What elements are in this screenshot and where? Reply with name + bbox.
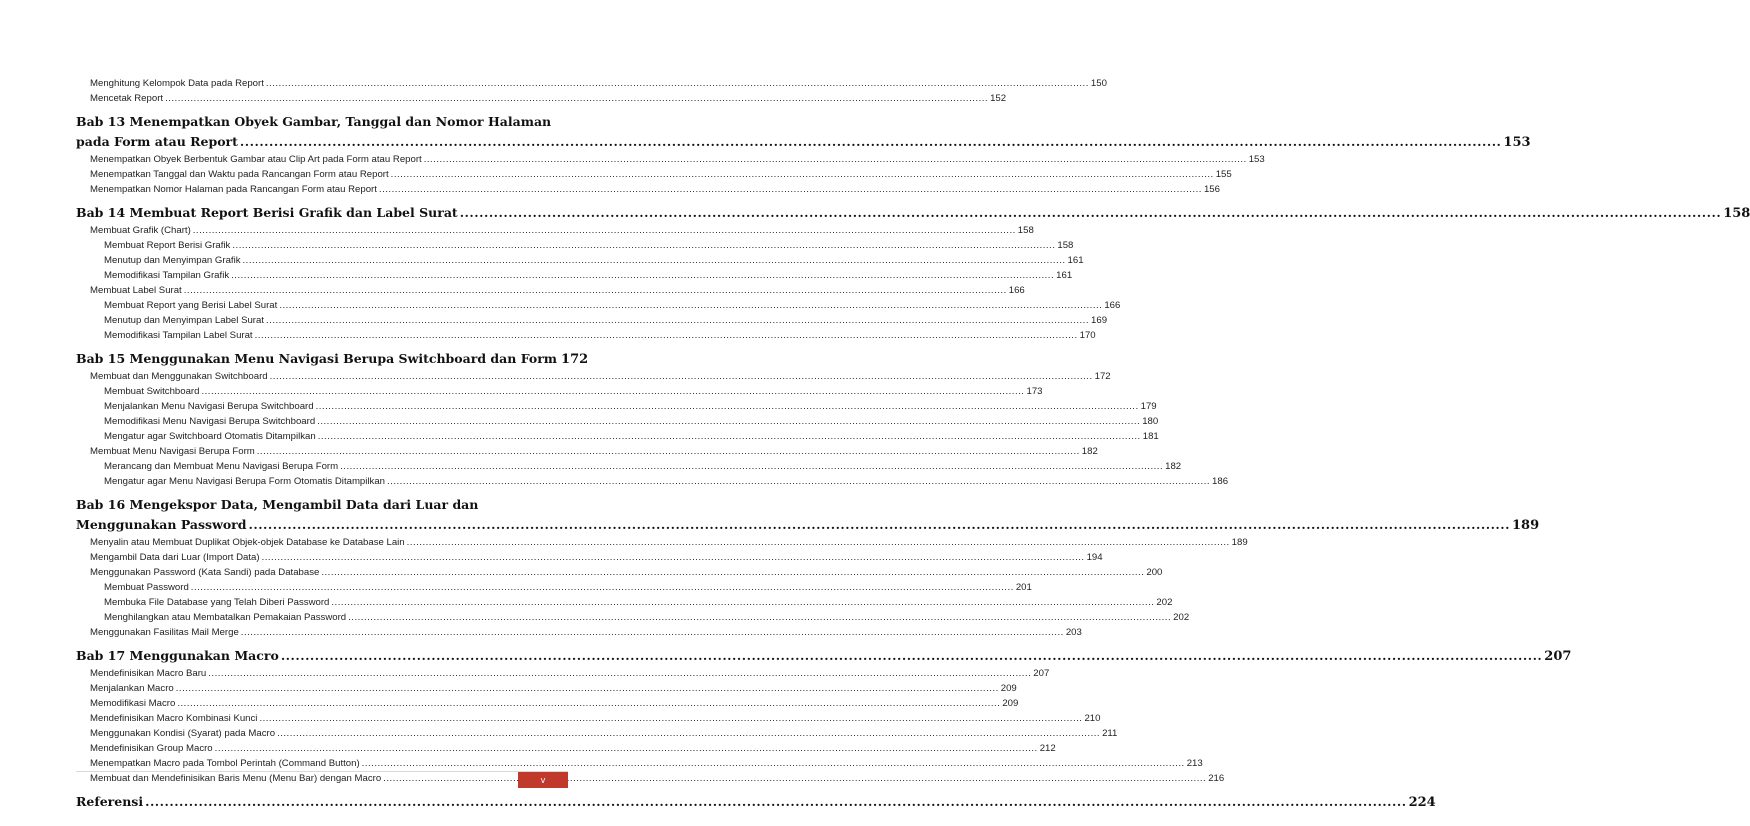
toc-entry-page-number: 189	[1511, 518, 1540, 533]
toc-entry-title: Menggunakan Fasilitas Mail Merge	[90, 627, 239, 638]
toc-dot-leader	[379, 182, 1202, 197]
toc-dot-leader	[201, 384, 1024, 399]
toc-section-entry[interactable]	[76, 756, 1203, 771]
toc-dot-leader	[279, 298, 1102, 313]
toc-entry-title: Membuat Grafik (Chart)	[90, 225, 191, 236]
toc-dot-leader	[208, 666, 1031, 681]
page-number-badge: v	[518, 772, 568, 788]
toc-subsection-entry[interactable]	[76, 238, 1074, 253]
toc-subsection-entry[interactable]	[76, 268, 1073, 283]
toc-entry-title: Membuat Report Berisi Grafik	[104, 240, 231, 251]
toc-subsection-entry[interactable]	[76, 610, 1190, 625]
toc-entry-title: Menjalankan Macro	[90, 683, 174, 694]
toc-entry-title: Mencetak Report	[90, 93, 164, 104]
toc-section-entry[interactable]	[76, 152, 1265, 167]
toc-dot-leader	[266, 313, 1089, 328]
toc-dot-leader	[316, 399, 1139, 414]
toc-entry-page-number: 189	[1231, 537, 1248, 548]
toc-dot-leader	[191, 580, 1014, 595]
toc-entry-page-number: 200	[1146, 567, 1163, 578]
toc-entry-title: Memodifikasi Menu Navigasi Berupa Switchboard	[104, 416, 316, 427]
toc-section-entry[interactable]	[76, 535, 1248, 550]
toc-entry-page-number: 212	[1039, 743, 1056, 754]
toc-section-entry[interactable]	[76, 696, 1019, 711]
toc-dot-leader	[460, 203, 1721, 223]
toc-dot-leader	[424, 152, 1247, 167]
toc-entry-title: Menutup dan Menyimpan Grafik	[104, 255, 241, 266]
toc-entry-page-number: 202	[1156, 597, 1173, 608]
toc-dot-leader	[240, 132, 1501, 152]
toc-entry-title: Bab 15 Menggunakan Menu Navigasi Berupa Switchboard dan Form	[76, 351, 558, 366]
toc-entry-title: Mengambil Data dari Luar (Import Data)	[90, 552, 260, 563]
toc-entry-page-number: 207	[1544, 649, 1572, 664]
toc-section-entry[interactable]	[76, 91, 1007, 106]
toc-entry-page-number: 194	[1086, 552, 1103, 563]
toc-dot-leader	[259, 711, 1082, 726]
toc-entry-title: Membuat dan Mendefinisikan Baris Menu (Menu Bar) dengan Macro	[90, 773, 382, 784]
toc-entry-title: Membuat Report yang Berisi Label Surat	[104, 300, 278, 311]
toc-entry-title: Membuat Password	[104, 582, 189, 593]
toc-dot-leader	[387, 474, 1210, 489]
toc-dot-leader	[241, 625, 1064, 640]
toc-dot-leader	[176, 681, 999, 696]
toc-subsection-entry[interactable]	[76, 580, 1032, 595]
toc-dot-leader	[165, 91, 988, 106]
toc-chapter-heading[interactable]	[76, 349, 589, 369]
toc-subsection-entry[interactable]	[76, 328, 1096, 343]
toc-entry-title: Memodifikasi Tampilan Grafik	[104, 270, 230, 281]
toc-entry-title: pada Form atau Report	[76, 134, 238, 149]
toc-entry-page-number: 182	[1165, 461, 1182, 472]
toc-entry-page-number: 155	[1215, 169, 1232, 180]
toc-entry-title: Menghitung Kelompok Data pada Report	[90, 78, 264, 89]
toc-entry-title: Memodifikasi Tampilan Label Surat	[104, 330, 253, 341]
toc-entry-title: Bab 13 Menempatkan Obyek Gambar, Tanggal dan Nomor Halaman	[76, 114, 552, 129]
toc-entry-title: Menempatkan Obyek Berbentuk Gambar atau Clip Art pada Form atau Report	[90, 154, 422, 165]
toc-dot-leader	[362, 756, 1185, 771]
toc-entry-page-number: 158	[1057, 240, 1074, 251]
toc-chapter-heading[interactable]	[76, 132, 1531, 152]
toc-entry-page-number: 180	[1142, 416, 1159, 427]
toc-subsection-entry[interactable]	[76, 313, 1108, 328]
toc-chapter-heading[interactable]	[76, 646, 1572, 666]
toc-entry-page-number: 186	[1212, 476, 1229, 487]
toc-entry-page-number: 207	[1033, 668, 1050, 679]
toc-chapter-heading[interactable]	[76, 112, 568, 132]
toc-dot-leader	[391, 167, 1214, 182]
toc-dot-leader	[257, 444, 1080, 459]
toc-entry-page-number: 152	[990, 93, 1007, 104]
toc-section-entry[interactable]	[76, 711, 1101, 726]
toc-dot-leader	[317, 414, 1140, 429]
toc-entry-page-number: 156	[1203, 184, 1220, 195]
toc-dot-leader	[348, 610, 1171, 625]
toc-dot-leader	[277, 726, 1100, 741]
toc-dot-leader	[340, 459, 1163, 474]
toc-dot-leader	[262, 550, 1085, 565]
toc-section-entry[interactable]	[76, 223, 1034, 238]
toc-entry-page-number: 170	[1079, 330, 1096, 341]
toc-subsection-entry[interactable]	[76, 298, 1121, 313]
toc-dot-leader	[331, 595, 1154, 610]
toc-entry-page-number: 202	[1173, 612, 1190, 623]
toc-entry-title: Menggunakan Password (Kata Sandi) pada Database	[90, 567, 320, 578]
toc-subsection-entry[interactable]	[76, 459, 1182, 474]
toc-entry-title: Membuat Menu Navigasi Berupa Form	[90, 446, 255, 457]
toc-entry-title: Merancang dan Membuat Menu Navigasi Berupa Form	[104, 461, 339, 472]
toc-entry-title: Menempatkan Macro pada Tombol Perintah (Command Button)	[90, 758, 360, 769]
toc-entry-title: Bab 14 Membuat Report Berisi Grafik dan Label Surat	[76, 205, 458, 220]
toc-entry-page-number: 153	[1248, 154, 1265, 165]
toc-dot-leader	[266, 76, 1089, 91]
toc-subsection-entry[interactable]	[76, 429, 1159, 444]
toc-entry-page-number: 213	[1186, 758, 1203, 769]
toc-entry-title: Mendefinisikan Group Macro	[90, 743, 213, 754]
toc-entry-page-number: 211	[1102, 728, 1118, 739]
toc-dot-leader	[232, 238, 1055, 253]
toc-entry-page-number: 172	[561, 352, 589, 367]
toc-entry-title: Menggunakan Password	[76, 517, 247, 532]
toc-entry-page-number: 166	[1008, 285, 1025, 296]
toc-entry-title: Menempatkan Nomor Halaman pada Rancangan Form atau Report	[90, 184, 377, 195]
toc-section-entry[interactable]	[76, 444, 1098, 459]
toc-dot-leader	[243, 253, 1066, 268]
toc-dot-leader	[177, 696, 1000, 711]
toc-entry-title: Mendefinisikan Macro Baru	[90, 668, 207, 679]
toc-subsection-entry[interactable]	[76, 253, 1084, 268]
toc-dot-leader	[231, 268, 1054, 283]
footer-divider	[76, 771, 568, 772]
toc-entry-page-number: 224	[1408, 795, 1436, 810]
toc-section-entry[interactable]	[76, 625, 1082, 640]
toc-chapter-heading[interactable]	[76, 792, 1436, 812]
toc-entry-page-number: 201	[1015, 582, 1032, 593]
toc-entry-title: Bab 16 Mengekspor Data, Mengambil Data dari Luar dan	[76, 497, 479, 512]
toc-dot-leader	[281, 646, 1542, 666]
toc-entry-title: Menempatkan Tanggal dan Waktu pada Rancangan Form atau Report	[90, 169, 389, 180]
toc-entry-title: Menghilangkan atau Membatalkan Pemakaian Password	[104, 612, 347, 623]
toc-dot-leader	[383, 771, 1206, 786]
toc-dot-leader	[318, 429, 1141, 444]
toc-entry-title: Memodifikasi Macro	[90, 698, 176, 709]
toc-entry-title: Menjalankan Menu Navigasi Berupa Switchboard	[104, 401, 314, 412]
toc-subsection-entry[interactable]	[76, 414, 1159, 429]
toc-dot-leader	[145, 792, 1406, 812]
toc-entry-title: Membuka File Database yang Telah Diberi Password	[104, 597, 330, 608]
toc-section-entry[interactable]	[76, 182, 1220, 197]
toc-entry-page-number: 173	[1026, 386, 1043, 397]
toc-entry-page-number: 203	[1065, 627, 1082, 638]
toc-section-entry[interactable]	[76, 565, 1163, 580]
toc-section-entry[interactable]	[76, 283, 1025, 298]
toc-entry-page-number: 181	[1142, 431, 1159, 442]
toc-section-entry[interactable]	[76, 167, 1232, 182]
toc-entry-title: Referensi	[76, 794, 144, 809]
toc-subsection-entry[interactable]	[76, 595, 1173, 610]
toc-section-entry[interactable]	[76, 550, 1103, 565]
toc-entry-title: Menutup dan Menyimpan Label Surat	[104, 315, 264, 326]
toc-section-entry[interactable]	[76, 76, 1107, 91]
toc-entry-page-number: 150	[1090, 78, 1107, 89]
toc-dot-leader	[193, 223, 1016, 238]
toc-entry-page-number: 209	[1002, 698, 1019, 709]
toc-entry-title: Menyalin atau Membuat Duplikat Objek-objek Database ke Database Lain	[90, 537, 405, 548]
toc-chapter-heading[interactable]	[76, 495, 568, 515]
toc-entry-page-number: 172	[1094, 371, 1111, 382]
toc-section-entry[interactable]	[76, 369, 1111, 384]
toc-entry-page-number: 161	[1067, 255, 1084, 266]
toc-section-entry[interactable]	[76, 726, 1118, 741]
toc-entry-page-number: 216	[1208, 773, 1225, 784]
toc-entry-page-number: 179	[1140, 401, 1157, 412]
toc-entry-page-number: 182	[1081, 446, 1098, 457]
toc-entry-title: Mengatur agar Switchboard Otomatis Ditampilkan	[104, 431, 316, 442]
toc-entry-title: Mengatur agar Menu Navigasi Berupa Form Otomatis Ditampilkan	[104, 476, 386, 487]
toc-entry-page-number: 209	[1000, 683, 1017, 694]
toc-entry-title: Membuat Switchboard	[104, 386, 200, 397]
toc-dot-leader	[321, 565, 1144, 580]
toc-entry-page-number: 169	[1091, 315, 1108, 326]
toc-entry-title: Mendefinisikan Macro Kombinasi Kunci	[90, 713, 258, 724]
toc-entry-page-number: 158	[1723, 206, 1750, 221]
toc-subsection-entry[interactable]	[76, 399, 1157, 414]
toc-section-entry[interactable]	[76, 741, 1056, 756]
toc-dot-leader	[255, 328, 1078, 343]
toc-subsection-entry[interactable]	[76, 384, 1043, 399]
toc-dot-leader	[249, 515, 1510, 535]
toc-dot-leader	[407, 535, 1230, 550]
toc-dot-leader	[270, 369, 1093, 384]
toc-section-entry[interactable]	[76, 666, 1050, 681]
toc-entry-page-number: 153	[1503, 135, 1531, 150]
toc-dot-leader	[184, 283, 1007, 298]
toc-entry-page-number: 210	[1084, 713, 1101, 724]
toc-chapter-heading[interactable]	[76, 203, 1750, 223]
table-of-contents	[76, 76, 1750, 812]
toc-section-entry[interactable]	[76, 681, 1017, 696]
toc-entry-title: Menggunakan Kondisi (Syarat) pada Macro	[90, 728, 276, 739]
toc-entry-page-number: 161	[1056, 270, 1073, 281]
toc-entry-title: Membuat Label Surat	[90, 285, 182, 296]
toc-section-entry[interactable]	[76, 771, 1225, 786]
toc-entry-title: Membuat dan Menggunakan Switchboard	[90, 371, 268, 382]
toc-subsection-entry[interactable]	[76, 474, 1229, 489]
toc-dot-leader	[215, 741, 1038, 756]
toc-chapter-heading[interactable]	[76, 515, 1540, 535]
toc-entry-page-number: 166	[1104, 300, 1121, 311]
toc-entry-title: Bab 17 Menggunakan Macro	[76, 648, 279, 663]
toc-entry-page-number: 158	[1017, 225, 1034, 236]
